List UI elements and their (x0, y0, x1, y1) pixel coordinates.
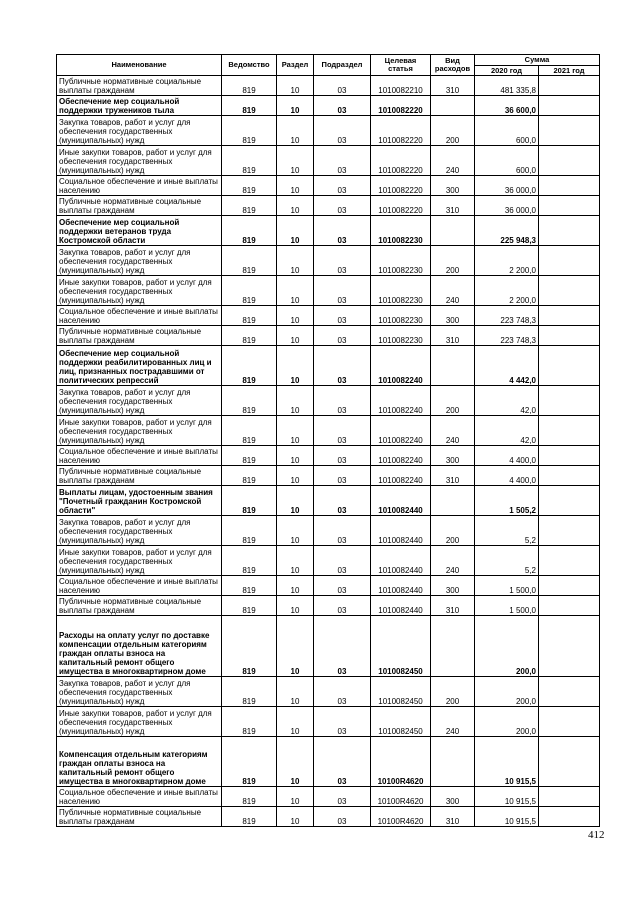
table-cell-section: 10 (277, 677, 314, 707)
table-cell-subsection: 03 (314, 116, 371, 146)
table-cell-target: 10100R4620 (371, 787, 431, 807)
table-cell-name: Иные закупки товаров, работ и услуг для обеспечения государственных (муниципальных) нужд (57, 707, 222, 737)
table-cell-department: 819 (222, 76, 277, 96)
table-cell-2021 (539, 116, 600, 146)
table-cell-section: 10 (277, 116, 314, 146)
table-cell-section: 10 (277, 326, 314, 346)
header-department: Ведомство (222, 55, 277, 76)
table-cell-2021 (539, 486, 600, 516)
table-cell-2021 (539, 787, 600, 807)
table-cell-name: Публичные нормативные социальные выплаты гражданам (57, 807, 222, 827)
table-cell-name: Социальное обеспечение и иные выплаты населению (57, 306, 222, 326)
table-cell-subsection: 03 (314, 787, 371, 807)
table-cell-target: 1010082210 (371, 76, 431, 96)
table-cell-target: 1010082230 (371, 216, 431, 246)
table-cell-name: Обеспечение мер социальной поддержки реабилитированных лиц и лиц, признанных пострадавшими от политических репрессий (57, 346, 222, 386)
table-cell-2020: 1 505,2 (475, 486, 539, 516)
table-cell-department: 819 (222, 176, 277, 196)
header-subsection: Подраздел (314, 55, 371, 76)
table-cell-section: 10 (277, 787, 314, 807)
table-cell-section: 10 (277, 616, 314, 677)
table-cell-target: 1010082240 (371, 416, 431, 446)
table-cell-expense-type: 200 (431, 677, 475, 707)
table-cell-target: 1010082440 (371, 576, 431, 596)
table-cell-department: 819 (222, 216, 277, 246)
table-cell-expense-type: 200 (431, 516, 475, 546)
table-cell-target: 1010082240 (371, 466, 431, 486)
table-cell-department: 819 (222, 677, 277, 707)
table-cell-department: 819 (222, 196, 277, 216)
table-cell-section: 10 (277, 216, 314, 246)
table-cell-section: 10 (277, 576, 314, 596)
table-body (57, 76, 600, 827)
table-cell-subsection: 03 (314, 616, 371, 677)
table-cell-subsection: 03 (314, 516, 371, 546)
table-cell-expense-type (431, 486, 475, 516)
table-cell-subsection: 03 (314, 326, 371, 346)
table-cell-department: 819 (222, 466, 277, 486)
table-cell-target: 1010082240 (371, 346, 431, 386)
table-row (57, 76, 600, 96)
table-cell-name: Закупка товаров, работ и услуг для обеспечения государственных (муниципальных) нужд (57, 116, 222, 146)
table-cell-subsection: 03 (314, 737, 371, 787)
table-cell-2020: 200,0 (475, 707, 539, 737)
table-cell-department: 819 (222, 446, 277, 466)
table-cell-2021 (539, 306, 600, 326)
table-cell-expense-type: 300 (431, 176, 475, 196)
table-cell-2020: 200,0 (475, 616, 539, 677)
table-cell-section: 10 (277, 146, 314, 176)
header-year-2021: 2021 год (539, 66, 600, 76)
table-cell-expense-type: 310 (431, 466, 475, 486)
table-cell-department: 819 (222, 416, 277, 446)
table-cell-2020: 223 748,3 (475, 306, 539, 326)
table-cell-section: 10 (277, 737, 314, 787)
table-cell-2021 (539, 707, 600, 737)
table-cell-name: Иные закупки товаров, работ и услуг для обеспечения государственных (муниципальных) нужд (57, 546, 222, 576)
table-cell-section: 10 (277, 96, 314, 116)
table-cell-section: 10 (277, 416, 314, 446)
table-cell-department: 819 (222, 96, 277, 116)
table-cell-name: Социальное обеспечение и иные выплаты населению (57, 176, 222, 196)
table-cell-expense-type (431, 346, 475, 386)
table-cell-2021 (539, 416, 600, 446)
table-cell-2021 (539, 807, 600, 827)
table-cell-name: Расходы на оплату услуг по доставке компенсации отдельным категориям граждан оплаты взноса на капитальный ремонт общего имущества в многоквартирном доме (57, 616, 222, 677)
table-cell-department: 819 (222, 486, 277, 516)
table-row (57, 616, 600, 677)
table-cell-2020: 36 600,0 (475, 96, 539, 116)
table-cell-2021 (539, 196, 600, 216)
table-cell-subsection: 03 (314, 677, 371, 707)
table-cell-subsection: 03 (314, 546, 371, 576)
table-cell-2021 (539, 146, 600, 176)
table-cell-name: Публичные нормативные социальные выплаты гражданам (57, 76, 222, 96)
table-cell-target: 1010082450 (371, 707, 431, 737)
table-cell-department: 819 (222, 326, 277, 346)
table-cell-name: Социальное обеспечение и иные выплаты населению (57, 576, 222, 596)
table-cell-subsection: 03 (314, 386, 371, 416)
table-row (57, 707, 600, 737)
table-cell-expense-type: 300 (431, 576, 475, 596)
table-cell-target: 1010082230 (371, 306, 431, 326)
table-cell-section: 10 (277, 76, 314, 96)
header-section: Раздел (277, 55, 314, 76)
table-row (57, 246, 600, 276)
table-cell-subsection: 03 (314, 486, 371, 516)
table-cell-2020: 10 915,5 (475, 807, 539, 827)
table-cell-target: 1010082220 (371, 176, 431, 196)
table-cell-target: 10100R4620 (371, 737, 431, 787)
table-cell-expense-type: 310 (431, 596, 475, 616)
table-cell-department: 819 (222, 707, 277, 737)
table-cell-name: Социальное обеспечение и иные выплаты населению (57, 446, 222, 466)
table-cell-department: 819 (222, 306, 277, 326)
table-row (57, 486, 600, 516)
table-cell-name: Публичные нормативные социальные выплаты гражданам (57, 196, 222, 216)
table-cell-2021 (539, 386, 600, 416)
table-cell-target: 1010082450 (371, 677, 431, 707)
table-cell-expense-type: 200 (431, 246, 475, 276)
table-cell-target: 1010082440 (371, 596, 431, 616)
table-cell-name: Иные закупки товаров, работ и услуг для обеспечения государственных (муниципальных) нужд (57, 276, 222, 306)
table-cell-2021 (539, 596, 600, 616)
table-row (57, 146, 600, 176)
table-cell-subsection: 03 (314, 176, 371, 196)
table-row (57, 276, 600, 306)
table-cell-subsection: 03 (314, 596, 371, 616)
table-cell-section: 10 (277, 346, 314, 386)
table-cell-section: 10 (277, 196, 314, 216)
table-cell-subsection: 03 (314, 306, 371, 326)
table-cell-subsection: 03 (314, 196, 371, 216)
table-cell-2021 (539, 326, 600, 346)
header-name: Наименование (57, 55, 222, 76)
table-cell-section: 10 (277, 176, 314, 196)
page-number: 412 (588, 829, 605, 841)
table-cell-2020: 4 442,0 (475, 346, 539, 386)
table-cell-2020: 223 748,3 (475, 326, 539, 346)
table-row (57, 807, 600, 827)
table-cell-department: 819 (222, 246, 277, 276)
header-target: Целевая статья (371, 55, 431, 76)
table-cell-section: 10 (277, 707, 314, 737)
table-cell-expense-type: 200 (431, 116, 475, 146)
table-cell-name: Публичные нормативные социальные выплаты гражданам (57, 596, 222, 616)
table-cell-department: 819 (222, 386, 277, 416)
table-cell-subsection: 03 (314, 276, 371, 306)
table-cell-subsection: 03 (314, 707, 371, 737)
budget-table (56, 54, 600, 827)
table-cell-subsection: 03 (314, 807, 371, 827)
table-cell-expense-type (431, 616, 475, 677)
table-cell-subsection: 03 (314, 466, 371, 486)
table-cell-2020: 42,0 (475, 416, 539, 446)
table-row (57, 196, 600, 216)
table-cell-2020: 2 200,0 (475, 276, 539, 306)
table-cell-expense-type: 240 (431, 416, 475, 446)
table-cell-department: 819 (222, 787, 277, 807)
table-cell-2020: 1 500,0 (475, 576, 539, 596)
table-row (57, 466, 600, 486)
table-cell-name: Обеспечение мер социальной поддержки тружеников тыла (57, 96, 222, 116)
table-cell-section: 10 (277, 546, 314, 576)
table-cell-2021 (539, 737, 600, 787)
table-row (57, 176, 600, 196)
table-row (57, 516, 600, 546)
table-row (57, 306, 600, 326)
table-cell-subsection: 03 (314, 146, 371, 176)
table-row (57, 386, 600, 416)
header-expense-type: Вид расходов (431, 55, 475, 76)
table-cell-target: 1010082220 (371, 116, 431, 146)
table-cell-name: Закупка товаров, работ и услуг для обеспечения государственных (муниципальных) нужд (57, 386, 222, 416)
table-cell-2021 (539, 96, 600, 116)
table-row (57, 216, 600, 246)
table-cell-target: 1010082220 (371, 146, 431, 176)
table-cell-expense-type: 310 (431, 807, 475, 827)
table-cell-name: Публичные нормативные социальные выплаты гражданам (57, 326, 222, 346)
table-cell-section: 10 (277, 246, 314, 276)
table-cell-subsection: 03 (314, 246, 371, 276)
table-cell-target: 1010082230 (371, 326, 431, 346)
table-cell-2020: 2 200,0 (475, 246, 539, 276)
table-cell-department: 819 (222, 616, 277, 677)
table-cell-2021 (539, 216, 600, 246)
table-cell-target: 10100R4620 (371, 807, 431, 827)
table-cell-target: 1010082220 (371, 196, 431, 216)
table-cell-2020: 481 335,8 (475, 76, 539, 96)
table-row (57, 326, 600, 346)
table-cell-name: Социальное обеспечение и иные выплаты населению (57, 787, 222, 807)
table-cell-subsection: 03 (314, 216, 371, 246)
table-cell-expense-type (431, 216, 475, 246)
table-cell-expense-type: 240 (431, 146, 475, 176)
table-cell-expense-type: 310 (431, 326, 475, 346)
table-cell-2021 (539, 246, 600, 276)
table-cell-section: 10 (277, 386, 314, 416)
table-cell-name: Компенсация отдельным категориям граждан оплаты взноса на капитальный ремонт общего имущества в многоквартирном доме (57, 737, 222, 787)
table-cell-department: 819 (222, 116, 277, 146)
table-cell-2021 (539, 677, 600, 707)
table-cell-expense-type: 240 (431, 707, 475, 737)
table-cell-target: 1010082220 (371, 96, 431, 116)
table-cell-2020: 600,0 (475, 146, 539, 176)
table-row (57, 677, 600, 707)
table-cell-section: 10 (277, 596, 314, 616)
table-cell-2021 (539, 576, 600, 596)
table-row (57, 576, 600, 596)
table-cell-target: 1010082440 (371, 486, 431, 516)
table-cell-2021 (539, 546, 600, 576)
table-cell-subsection: 03 (314, 346, 371, 386)
table-cell-section: 10 (277, 807, 314, 827)
table-cell-department: 819 (222, 146, 277, 176)
table-row (57, 446, 600, 466)
table-cell-section: 10 (277, 466, 314, 486)
table-header (57, 55, 600, 76)
table-cell-section: 10 (277, 486, 314, 516)
table-row (57, 96, 600, 116)
table-cell-name: Закупка товаров, работ и услуг для обеспечения государственных (муниципальных) нужд (57, 246, 222, 276)
table-cell-2020: 600,0 (475, 116, 539, 146)
table-cell-name: Иные закупки товаров, работ и услуг для обеспечения государственных (муниципальных) нужд (57, 146, 222, 176)
header-year-2020: 2020 год (475, 66, 539, 76)
table-cell-2020: 1 500,0 (475, 596, 539, 616)
table-cell-target: 1010082230 (371, 246, 431, 276)
table-cell-2020: 5,2 (475, 516, 539, 546)
table-cell-expense-type: 310 (431, 76, 475, 96)
table-cell-name: Иные закупки товаров, работ и услуг для обеспечения государственных (муниципальных) нужд (57, 416, 222, 446)
table-row (57, 116, 600, 146)
table-cell-department: 819 (222, 596, 277, 616)
table-cell-expense-type: 200 (431, 386, 475, 416)
table-cell-2021 (539, 176, 600, 196)
table-cell-department: 819 (222, 346, 277, 386)
table-cell-expense-type (431, 737, 475, 787)
table-cell-2020: 200,0 (475, 677, 539, 707)
table-row (57, 737, 600, 787)
table-row (57, 416, 600, 446)
table-cell-2020: 36 000,0 (475, 176, 539, 196)
table-cell-2021 (539, 446, 600, 466)
table-row (57, 346, 600, 386)
table-row (57, 787, 600, 807)
table-cell-subsection: 03 (314, 576, 371, 596)
table-cell-2020: 10 915,5 (475, 787, 539, 807)
table-cell-2020: 42,0 (475, 386, 539, 416)
table-cell-expense-type: 240 (431, 546, 475, 576)
table-cell-expense-type (431, 96, 475, 116)
table-cell-name: Закупка товаров, работ и услуг для обеспечения государственных (муниципальных) нужд (57, 677, 222, 707)
table-cell-department: 819 (222, 546, 277, 576)
table-cell-target: 1010082240 (371, 446, 431, 466)
table-cell-expense-type: 300 (431, 787, 475, 807)
table-cell-2021 (539, 346, 600, 386)
table-cell-section: 10 (277, 516, 314, 546)
table-cell-2021 (539, 516, 600, 546)
header-sum: Сумма (475, 55, 600, 66)
table-cell-subsection: 03 (314, 76, 371, 96)
table-cell-expense-type: 240 (431, 276, 475, 306)
table-cell-2021 (539, 76, 600, 96)
table-cell-2020: 225 948,3 (475, 216, 539, 246)
table-cell-2020: 10 915,5 (475, 737, 539, 787)
table-cell-name: Закупка товаров, работ и услуг для обеспечения государственных (муниципальных) нужд (57, 516, 222, 546)
table-cell-department: 819 (222, 576, 277, 596)
table-cell-subsection: 03 (314, 416, 371, 446)
table-cell-department: 819 (222, 516, 277, 546)
table-cell-target: 1010082230 (371, 276, 431, 306)
table-cell-subsection: 03 (314, 96, 371, 116)
table-cell-2020: 4 400,0 (475, 446, 539, 466)
table-row (57, 546, 600, 576)
table-cell-expense-type: 310 (431, 196, 475, 216)
table-cell-expense-type: 300 (431, 446, 475, 466)
table-cell-section: 10 (277, 306, 314, 326)
table-cell-department: 819 (222, 737, 277, 787)
table-cell-target: 1010082440 (371, 516, 431, 546)
table-cell-subsection: 03 (314, 446, 371, 466)
table-cell-2020: 36 000,0 (475, 196, 539, 216)
table-cell-name: Обеспечение мер социальной поддержки ветеранов труда Костромской области (57, 216, 222, 246)
table-cell-2020: 4 400,0 (475, 466, 539, 486)
table-cell-department: 819 (222, 807, 277, 827)
table-cell-2021 (539, 466, 600, 486)
table-cell-target: 1010082240 (371, 386, 431, 416)
table-row (57, 596, 600, 616)
table-cell-department: 819 (222, 276, 277, 306)
table-cell-target: 1010082450 (371, 616, 431, 677)
table-cell-2021 (539, 276, 600, 306)
table-cell-expense-type: 300 (431, 306, 475, 326)
table-cell-target: 1010082440 (371, 546, 431, 576)
table-cell-name: Публичные нормативные социальные выплаты гражданам (57, 466, 222, 486)
table-cell-name: Выплаты лицам, удостоенным звания "Почетный гражданин Костромской области" (57, 486, 222, 516)
table-cell-2021 (539, 616, 600, 677)
table-cell-2020: 5,2 (475, 546, 539, 576)
table-cell-section: 10 (277, 276, 314, 306)
table-cell-section: 10 (277, 446, 314, 466)
